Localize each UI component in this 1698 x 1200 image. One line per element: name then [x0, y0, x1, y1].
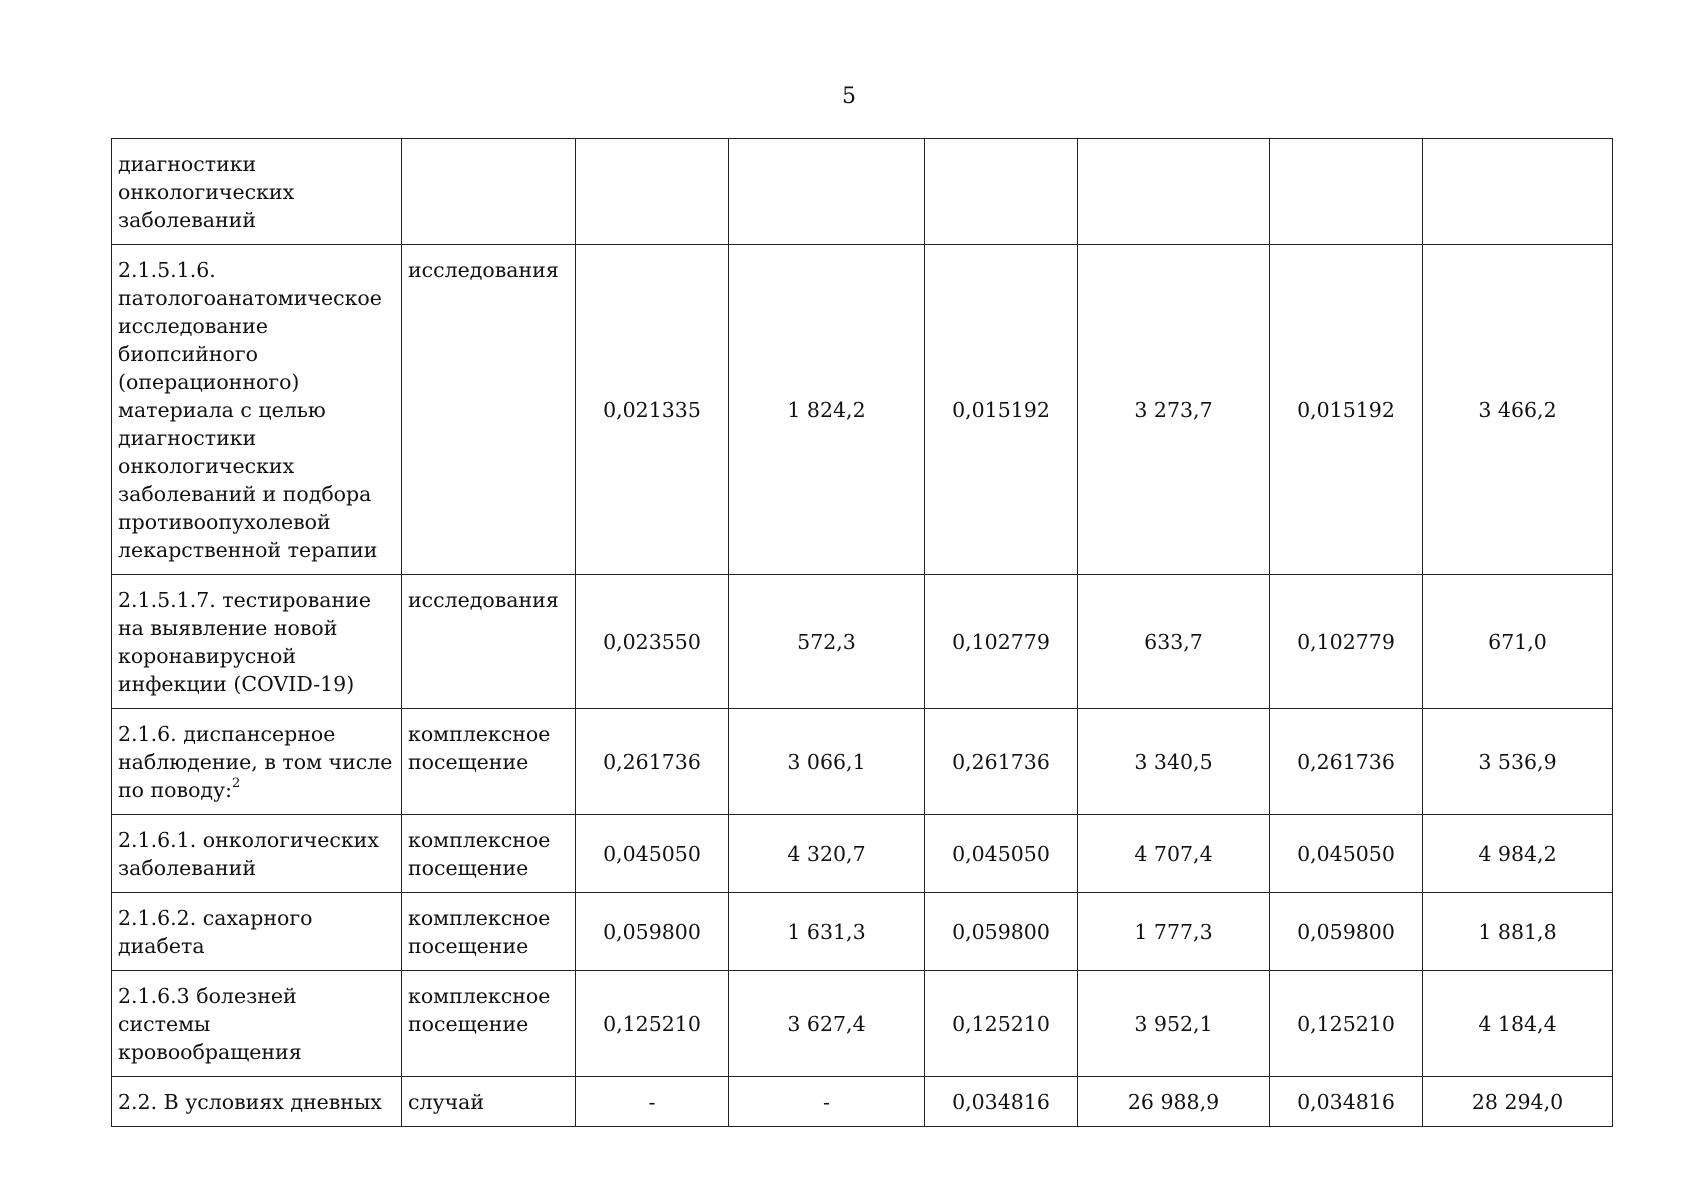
row-value-cell: 0,045050: [576, 815, 729, 893]
row-value-cell: 0,125210: [576, 971, 729, 1077]
row-value-cell: [576, 139, 729, 245]
table-row: [112, 971, 1613, 1077]
table-row: [112, 575, 1613, 709]
row-unit-cell: [402, 709, 576, 815]
row-name-line: (операционного): [118, 370, 300, 394]
row-value-cell: 4 707,4: [1078, 815, 1270, 893]
row-unit-line: посещение: [408, 750, 529, 774]
row-name-line: диагностики: [118, 152, 257, 176]
row-value-cell: -: [576, 1077, 729, 1127]
row-name-line: наблюдение, в том числе: [118, 750, 393, 774]
row-name-cell: [112, 575, 402, 709]
row-unit-cell: [402, 575, 576, 709]
row-name-line: патологоанатомическое: [118, 286, 382, 310]
row-name-line: 2.2. В условиях дневных: [118, 1090, 382, 1114]
row-value-cell: 3 627,4: [729, 971, 925, 1077]
row-value-cell: 4 320,7: [729, 815, 925, 893]
row-value-cell: 0,102779: [925, 575, 1078, 709]
row-name-cell: [112, 1077, 402, 1127]
row-unit-line: комплексное: [408, 906, 551, 930]
row-value-cell: 4 984,2: [1423, 815, 1613, 893]
row-value-cell: 0,261736: [576, 709, 729, 815]
row-name-line: онкологических: [118, 454, 295, 478]
row-name-cell: [112, 139, 402, 245]
row-name-line: 2.1.6.1. онкологических: [118, 828, 379, 852]
row-name-line: 2.1.6.3 болезней системы: [118, 984, 297, 1036]
row-name-cell: [112, 971, 402, 1077]
row-value-cell: [925, 139, 1078, 245]
table-row: [112, 139, 1613, 245]
row-value-cell: 0,059800: [576, 893, 729, 971]
row-value-cell: 1 881,8: [1423, 893, 1613, 971]
row-name-line: лекарственной терапии: [118, 538, 378, 562]
row-unit-line: комплексное: [408, 722, 551, 746]
row-unit-cell: [402, 971, 576, 1077]
row-unit-line: посещение: [408, 934, 529, 958]
row-name-line: биопсийного: [118, 342, 258, 366]
row-name-line: противоопухолевой: [118, 510, 331, 534]
row-name-line: диагностики: [118, 426, 257, 450]
row-value-cell: 0,059800: [925, 893, 1078, 971]
row-value-cell: 28 294,0: [1423, 1077, 1613, 1127]
row-value-cell: 0,015192: [925, 245, 1078, 575]
row-name-line: заболеваний и подбора: [118, 482, 372, 506]
row-name-line: 2.1.5.1.7. тестирование: [118, 588, 371, 612]
row-unit-line: случай: [408, 1090, 485, 1114]
row-value-cell: 3 952,1: [1078, 971, 1270, 1077]
row-value-cell: 26 988,9: [1078, 1077, 1270, 1127]
row-name-line: 2.1.6.2. сахарного диабета: [118, 906, 313, 958]
row-value-cell: 0,034816: [925, 1077, 1078, 1127]
row-value-cell: 572,3: [729, 575, 925, 709]
row-value-cell: 3 273,7: [1078, 245, 1270, 575]
row-value-cell: 0,023550: [576, 575, 729, 709]
footnote-marker: 2: [232, 776, 241, 792]
row-name-line: 2.1.5.1.6.: [118, 258, 216, 282]
row-value-cell: 3 466,2: [1423, 245, 1613, 575]
row-value-cell: 4 184,4: [1423, 971, 1613, 1077]
row-value-cell: 0,045050: [1270, 815, 1423, 893]
row-value-cell: 0,261736: [925, 709, 1078, 815]
row-unit-line: исследования: [408, 258, 559, 282]
row-value-cell: 3 340,5: [1078, 709, 1270, 815]
row-value-cell: 0,034816: [1270, 1077, 1423, 1127]
row-value-cell: 0,045050: [925, 815, 1078, 893]
row-name-line: заболеваний: [118, 856, 256, 880]
row-value-cell: 3 536,9: [1423, 709, 1613, 815]
row-name-line: исследование: [118, 314, 268, 338]
row-unit-line: комплексное: [408, 828, 551, 852]
row-unit-cell: [402, 139, 576, 245]
row-name-line: материала с целью: [118, 398, 326, 422]
row-value-cell: 1 631,3: [729, 893, 925, 971]
row-value-cell: [1078, 139, 1270, 245]
row-unit-cell: [402, 815, 576, 893]
row-name-cell: [112, 245, 402, 575]
row-name-line: инфекции (COVID-19): [118, 672, 355, 696]
row-name-line: коронавирусной: [118, 644, 297, 668]
table-row: [112, 245, 1613, 575]
table-row: [112, 815, 1613, 893]
row-value-cell: 1 777,3: [1078, 893, 1270, 971]
row-value-cell: [1270, 139, 1423, 245]
row-value-cell: [1423, 139, 1613, 245]
row-name-line: на выявление новой: [118, 616, 338, 640]
row-value-cell: 671,0: [1423, 575, 1613, 709]
row-name-line: кровообращения: [118, 1040, 302, 1064]
row-value-cell: -: [729, 1077, 925, 1127]
page-number: 5: [842, 84, 856, 109]
row-value-cell: 0,125210: [925, 971, 1078, 1077]
row-value-cell: 0,125210: [1270, 971, 1423, 1077]
row-unit-line: комплексное: [408, 984, 551, 1008]
row-name-line: заболеваний: [118, 208, 256, 232]
row-value-cell: 0,261736: [1270, 709, 1423, 815]
row-name-line: [118, 776, 395, 804]
row-unit-line: исследования: [408, 588, 559, 612]
table-row: [112, 1077, 1613, 1127]
standards-table: [111, 138, 1613, 1127]
row-name-line: онкологических: [118, 180, 295, 204]
row-name-cell: [112, 709, 402, 815]
row-value-cell: 3 066,1: [729, 709, 925, 815]
row-unit-cell: [402, 893, 576, 971]
row-value-cell: 1 824,2: [729, 245, 925, 575]
row-name-line: 2.1.6. диспансерное: [118, 722, 336, 746]
row-name-cell: [112, 815, 402, 893]
row-value-cell: 0,102779: [1270, 575, 1423, 709]
row-name-cell: [112, 893, 402, 971]
table-row: [112, 709, 1613, 815]
row-value-cell: 633,7: [1078, 575, 1270, 709]
row-value-cell: 0,021335: [576, 245, 729, 575]
row-unit-line: посещение: [408, 1012, 529, 1036]
row-value-cell: 0,059800: [1270, 893, 1423, 971]
row-value-cell: [729, 139, 925, 245]
row-unit-cell: [402, 1077, 576, 1127]
row-unit-line: посещение: [408, 856, 529, 880]
table-row: [112, 893, 1613, 971]
row-value-cell: 0,015192: [1270, 245, 1423, 575]
row-name-text: по поводу:: [118, 778, 233, 802]
row-unit-cell: [402, 245, 576, 575]
